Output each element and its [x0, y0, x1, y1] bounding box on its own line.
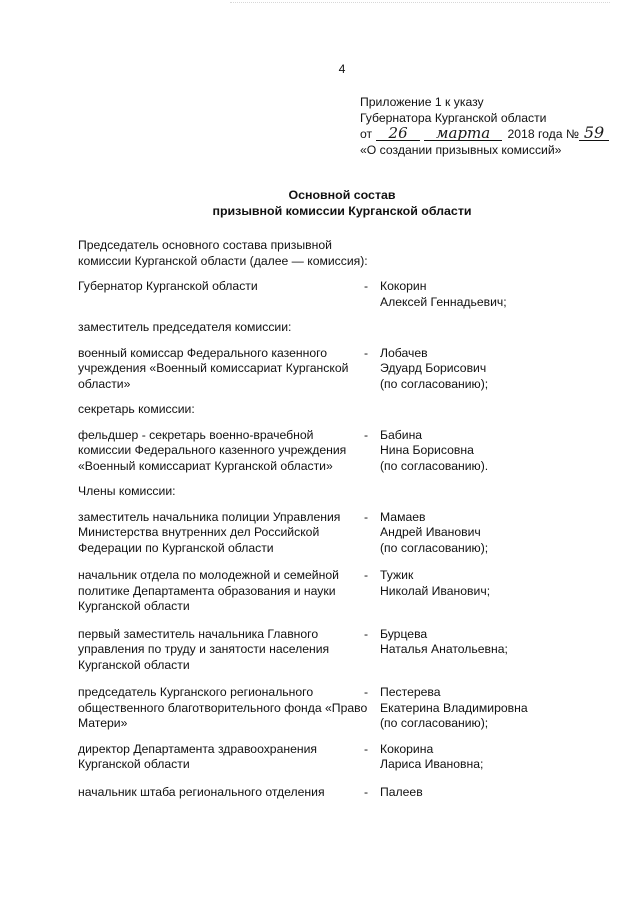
appendix-block [360, 95, 620, 158]
handwritten-day: 26 [376, 126, 420, 141]
member-row [78, 279, 638, 310]
member-person [364, 784, 423, 801]
document-title [0, 187, 640, 219]
member-row [78, 428, 638, 475]
member-given-names: Наталья Анатольевна; [380, 642, 508, 656]
section-heading: секретарь комиссии: [78, 402, 195, 416]
member-row [78, 742, 638, 773]
member-given-names: Эдуард Борисович (по согласованию); [380, 361, 489, 391]
member-person [364, 626, 508, 674]
member-given-names: Алексей Геннадьевич; [380, 294, 507, 309]
member-row [78, 568, 638, 615]
section-heading: Члены комиссии: [78, 484, 176, 498]
member-person [364, 427, 489, 475]
member-row [78, 627, 638, 674]
member-position: первый заместитель начальника Главного управления по труду и занятости населения Курганской области [78, 626, 330, 672]
date-prefix: от [360, 127, 373, 141]
member-given-names: Андрей Иванович (по согласованию); [380, 525, 489, 555]
member-surname: Пестерева [380, 685, 441, 699]
member-person [364, 568, 491, 615]
commission-member-list [78, 238, 638, 800]
dash-separator: - [364, 509, 369, 524]
member-position: председатель Курганского регионального общественного благотворительного фонда «Право Матери» [78, 685, 368, 730]
member-surname: Лобачев [380, 345, 428, 360]
appendix-line-2: Губернатора Курганской области [360, 110, 547, 125]
member-person [364, 279, 507, 310]
member-row [78, 685, 638, 732]
member-surname: Бурцева [380, 626, 428, 641]
member-position: военный комиссар Федерального казенного учреждения «Военный комиссариат Курганской области» [78, 345, 349, 391]
member-person [364, 509, 489, 557]
dash-separator: - [364, 427, 369, 442]
year-text: 2018 года № [507, 127, 580, 141]
dash-separator: - [364, 685, 369, 699]
member-row [78, 785, 638, 801]
title-line-2: призывной комиссии Курганской области [212, 204, 472, 218]
member-position: начальник штаба регионального отделения [78, 784, 325, 799]
page-number: 4 [338, 62, 346, 76]
member-surname: Кокорина [380, 741, 434, 756]
member-surname: Палеев [380, 784, 423, 799]
member-position: заместитель начальника полиции Управления Министерства внутренних дел Российской Федерации по Курганской области [78, 509, 341, 555]
appendix-line-1: Приложение 1 к указу [360, 95, 484, 109]
section-heading: заместитель председателя комиссии: [78, 320, 292, 334]
member-row [78, 346, 638, 393]
member-given-names: Екатерина Владимировна (по согласованию); [380, 700, 528, 730]
member-person [364, 345, 489, 393]
member-position: Губернатор Курганской области [78, 279, 258, 293]
dash-separator: - [364, 626, 369, 641]
dash-separator: - [364, 345, 369, 360]
scan-artifact [230, 2, 610, 9]
member-surname: Мамаев [380, 509, 426, 524]
member-row [78, 510, 638, 557]
member-surname: Кокорин [380, 279, 427, 293]
member-person [364, 741, 484, 773]
dash-separator: - [364, 784, 369, 799]
member-given-names: Нина Борисовна (по согласованию). [380, 443, 489, 473]
title-line-1: Основной состав [288, 188, 396, 202]
section-heading: Председатель основного состава призывной комиссии Курганской области (далее — комиссия): [78, 238, 368, 268]
handwritten-month: марта [424, 126, 502, 141]
appendix-line-4: «О создании призывных комиссий» [360, 142, 562, 157]
appendix-date-line [360, 123, 620, 143]
handwritten-decree-number: 59 [579, 126, 609, 141]
member-position: фельдшер - секретарь военно-врачебной комиссии Федерального казенного учреждения «Военный комиссариат Курганской области» [78, 427, 347, 473]
member-given-names: Лариса Ивановна; [380, 757, 484, 771]
member-surname: Тужик [380, 568, 414, 582]
member-given-names: Николай Иванович; [380, 583, 491, 598]
dash-separator: - [364, 568, 369, 582]
member-position: директор Департамента здравоохранения Курганской области [78, 741, 318, 771]
member-person [364, 685, 528, 732]
dash-separator: - [364, 279, 369, 293]
dash-separator: - [364, 741, 369, 756]
member-surname: Бабина [380, 427, 423, 442]
member-position: начальник отдела по молодежной и семейной политике Департамента образования и науки Курганской области [78, 568, 339, 613]
